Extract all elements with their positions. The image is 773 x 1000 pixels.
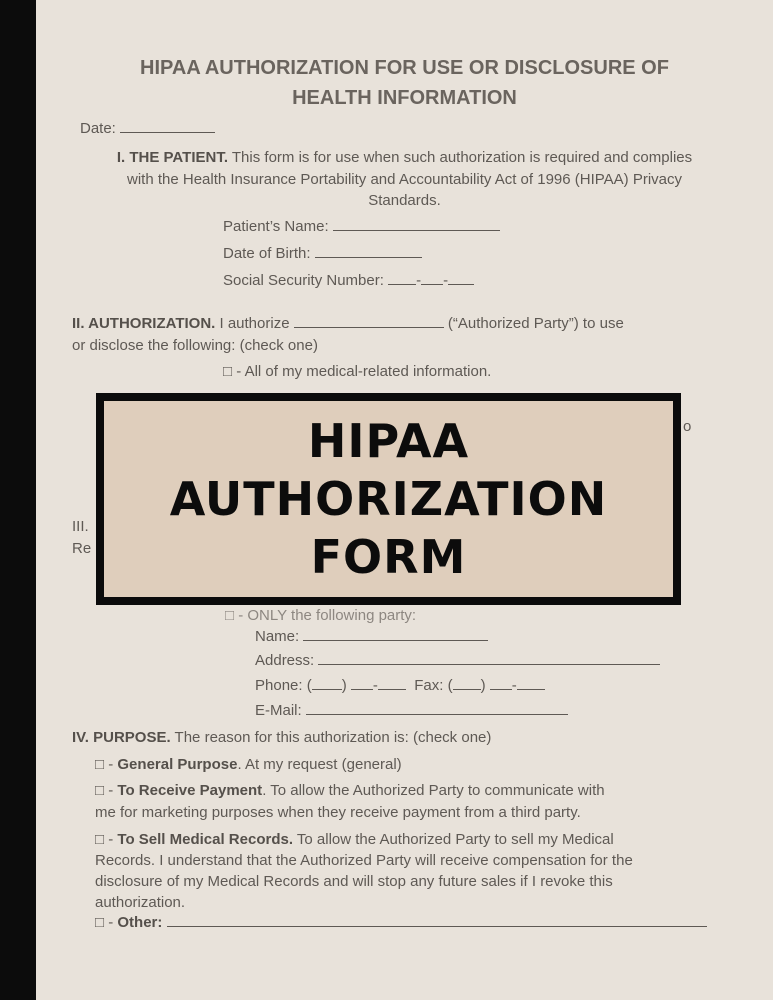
hidden-text-fragment: o: [683, 418, 692, 435]
option-text: To allow the Authorized Party to sell my Medical: [293, 831, 614, 848]
form-title-line1: HIPAA AUTHORIZATION FOR USE OR DISCLOSURE OF: [140, 57, 669, 79]
option-title: Other:: [117, 914, 163, 931]
ssn-field[interactable]: Social Security Number: - -: [223, 272, 474, 290]
section4-line1: [72, 729, 491, 747]
dob-field[interactable]: [223, 245, 422, 263]
section1-line3: Standards.: [368, 192, 441, 209]
purpose-sell-line4: authorization.: [95, 894, 186, 911]
party-email-field[interactable]: [255, 702, 568, 720]
cover-title-line3: FORM: [310, 530, 467, 584]
section3-text-fragment: Re: [72, 540, 92, 557]
section1-line2: with the Health Insurance Portability and Accountability Act of 1996 (HIPAA) Privacy: [127, 171, 682, 188]
section2-line1: [72, 315, 624, 333]
checkbox-icon[interactable]: □ -: [95, 782, 118, 799]
cover-title-box: [96, 393, 681, 605]
party-address-label: Address:: [255, 652, 315, 669]
purpose-option-general[interactable]: [95, 756, 402, 774]
party-address-field[interactable]: [255, 652, 660, 670]
section2-line2: or disclose the following: (check one): [72, 337, 318, 354]
fax-label: Fax: (: [414, 677, 453, 694]
party-name-field[interactable]: [255, 628, 488, 646]
checkbox-icon[interactable]: □ -: [95, 831, 118, 848]
section4-heading: IV. PURPOSE.: [72, 729, 171, 746]
form-title-line2: HEALTH INFORMATION: [292, 87, 517, 109]
section1-text: This form is for use when such authorization is required and complies: [228, 149, 693, 166]
patient-name-label: Patient’s Name:: [223, 218, 329, 235]
purpose-sell-line2: Records. I understand that the Authorized Party will receive compensation for the: [95, 852, 633, 869]
patient-name-field[interactable]: [223, 218, 500, 236]
party-name-label: Name:: [255, 628, 300, 645]
dob-label: Date of Birth:: [223, 245, 311, 262]
phone-label: Phone: (: [255, 677, 312, 694]
phone-paren: ): [341, 677, 347, 694]
purpose-payment-line2: me for marketing purposes when they receive payment from a third party.: [95, 804, 581, 821]
purpose-sell-line3: disclosure of my Medical Records and will stop any future sales if I revoke this: [95, 873, 613, 890]
left-black-border: [0, 0, 36, 1000]
purpose-option-other[interactable]: [95, 914, 707, 932]
party-phone-fax-field[interactable]: Phone: ( ) - Fax: ( ) -: [255, 677, 545, 695]
section1-line1: [36, 149, 773, 167]
ssn-label: Social Security Number:: [223, 272, 384, 289]
cover-title-line2: AUTHORIZATION: [169, 472, 608, 526]
option-title: To Sell Medical Records.: [117, 831, 293, 848]
section4-text: The reason for this authorization is: (check one): [170, 729, 492, 746]
section3-heading-fragment: III.: [72, 518, 89, 535]
authorized-party-field[interactable]: [294, 315, 444, 328]
section2-text-b: (“Authorized Party”) to use: [447, 315, 624, 332]
section2-text-a: I authorize: [215, 315, 290, 332]
email-label: E-Mail:: [255, 702, 302, 719]
option-only-party[interactable]: □ - ONLY the following party:: [225, 607, 417, 624]
cover-title-line1: HIPAA: [307, 414, 470, 468]
purpose-option-sell[interactable]: [95, 831, 614, 849]
option-all-info[interactable]: □ - All of my medical-related information.: [223, 363, 492, 380]
fax-paren: ): [480, 677, 486, 694]
option-text: . At my request (general): [237, 756, 402, 773]
option-text: . To allow the Authorized Party to communicate with: [262, 782, 605, 799]
checkbox-icon[interactable]: □ -: [95, 914, 118, 931]
option-title: To Receive Payment: [117, 782, 263, 799]
section2-heading: II. AUTHORIZATION.: [72, 315, 216, 332]
date-label: Date:: [80, 120, 116, 137]
purpose-option-payment[interactable]: [95, 782, 605, 800]
other-purpose-field[interactable]: [167, 914, 707, 927]
option-title: General Purpose: [117, 756, 238, 773]
date-field[interactable]: [80, 120, 215, 138]
checkbox-icon[interactable]: □ -: [95, 756, 118, 773]
section1-heading: I. THE PATIENT.: [116, 149, 228, 166]
